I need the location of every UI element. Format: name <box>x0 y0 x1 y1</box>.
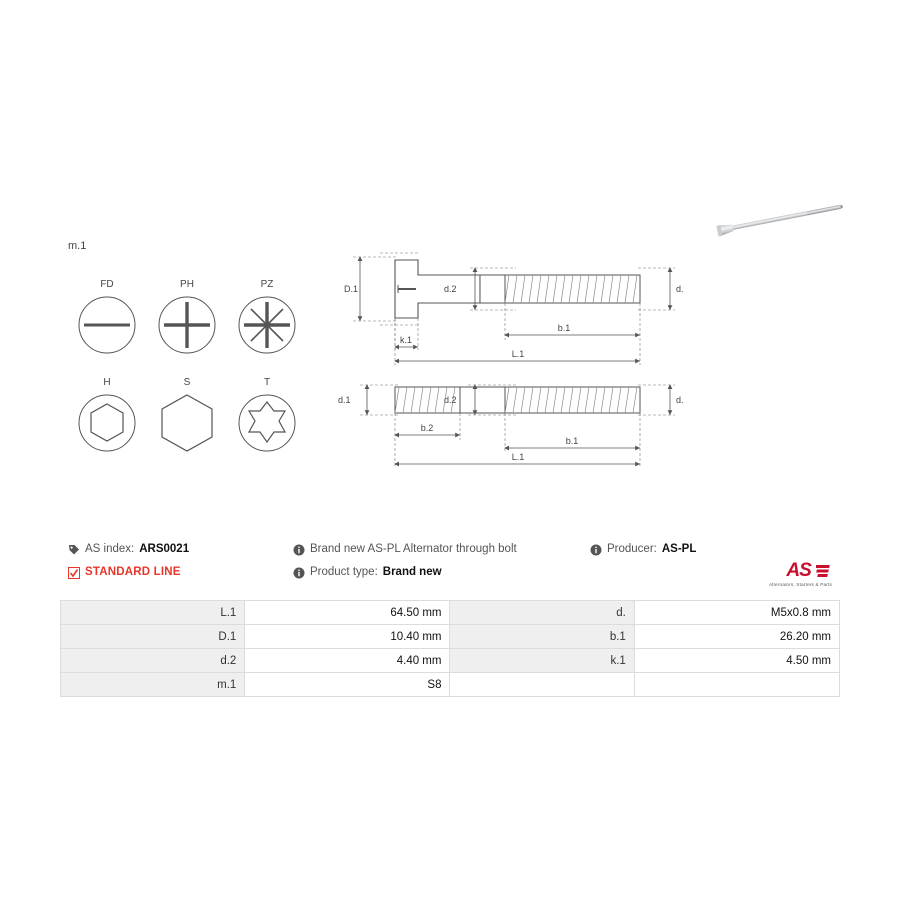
spec-key: k.1 <box>450 649 634 673</box>
head-type-legend <box>60 240 310 470</box>
spec-key: b.1 <box>450 625 634 649</box>
head-label-s: S <box>183 377 191 388</box>
logo-tagline: Alternators, Starters & Parts <box>769 582 832 588</box>
product-type-value: Brand new <box>382 566 442 578</box>
as-index-value: ARS0021 <box>139 543 190 555</box>
info-column-description <box>293 543 593 589</box>
description-text: Brand new AS-PL Alternator through bolt <box>310 543 517 555</box>
table-row <box>61 625 840 649</box>
producer-value: AS-PL <box>661 543 697 555</box>
producer-line <box>590 543 840 555</box>
spec-value: 26.20 mm <box>634 625 839 649</box>
head-label-fd: FD <box>100 279 114 290</box>
dimension-drawing <box>320 235 710 495</box>
dim-L1-bottom: L.1 <box>511 452 525 462</box>
table-row <box>61 673 840 697</box>
product-info-band <box>60 543 840 598</box>
description-line <box>293 543 593 555</box>
spec-value: 4.40 mm <box>245 649 450 673</box>
info-icon <box>293 567 305 579</box>
info-column-index <box>68 543 298 589</box>
as-index-label: AS index: <box>85 543 135 555</box>
spec-value: 10.40 mm <box>245 625 450 649</box>
dim-b1-top: b.1 <box>557 323 571 333</box>
logo-bars-icon <box>816 564 832 581</box>
spec-key: D.1 <box>61 625 245 649</box>
logo-mark <box>740 561 832 581</box>
tag-icon <box>68 544 80 556</box>
producer-label: Producer: <box>607 543 657 555</box>
dim-L1-top: L.1 <box>511 349 525 359</box>
bolt-photograph <box>700 195 860 245</box>
spec-value-empty <box>634 673 839 697</box>
dim-d-bottom: d. <box>676 395 684 405</box>
spec-value: M5x0.8 mm <box>634 601 839 625</box>
dim-d1-bottom: d.1 <box>338 395 351 405</box>
spec-key: L.1 <box>61 601 245 625</box>
dim-d-top: d. <box>676 284 684 294</box>
technical-drawings <box>320 235 710 495</box>
product-photo <box>700 195 860 245</box>
head-label-h: H <box>103 377 111 388</box>
product-type-line <box>293 566 593 578</box>
dim-d2-bottom: d.2 <box>444 395 457 405</box>
checkbox-icon <box>68 567 80 579</box>
logo-text: AS <box>786 560 811 581</box>
info-icon <box>293 544 305 556</box>
info-icon <box>590 544 602 556</box>
dim-b1-bottom: b.1 <box>565 436 579 446</box>
head-label-pz: PZ <box>260 279 274 290</box>
dim-D1-top: D.1 <box>344 284 359 294</box>
spec-value: 4.50 mm <box>634 649 839 673</box>
head-label-ph: PH <box>180 279 194 290</box>
standard-line-label: STANDARD LINE <box>85 566 181 578</box>
spec-value: S8 <box>245 673 450 697</box>
spec-key-empty <box>450 673 634 697</box>
table-row <box>61 649 840 673</box>
spec-key: d.2 <box>61 649 245 673</box>
head-type-diagram <box>60 240 310 470</box>
table-row <box>61 601 840 625</box>
head-label-t: T <box>263 377 271 388</box>
specification-table <box>60 600 840 697</box>
info-column-producer <box>590 543 840 588</box>
spec-key: d. <box>450 601 634 625</box>
dim-k1-top: k.1 <box>399 335 413 345</box>
dim-b2-bottom: b.2 <box>420 423 434 433</box>
standard-line-badge <box>68 566 298 578</box>
legend-title: m.1 <box>68 240 87 252</box>
spec-key: m.1 <box>61 673 245 697</box>
spec-value: 64.50 mm <box>245 601 450 625</box>
as-index-line <box>68 543 298 555</box>
product-type-label: Product type: <box>310 566 378 578</box>
brand-logo <box>740 561 832 593</box>
dim-d2-top: d.2 <box>444 284 457 294</box>
